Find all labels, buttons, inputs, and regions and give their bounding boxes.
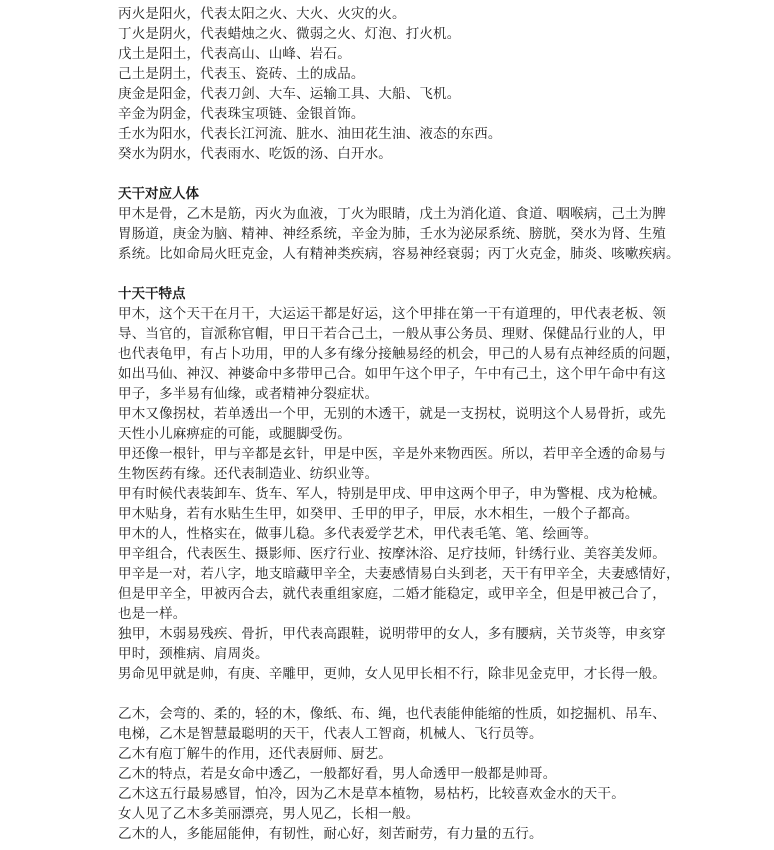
text-line: 但是甲辛全，甲被丙合去，就代表重组家庭，二婚才能稳定，或甲辛全，但是甲被己合了， bbox=[118, 586, 666, 602]
text-line: 女人见了乙木多美丽漂亮，男人见乙，长相一般。 bbox=[118, 806, 420, 822]
text-line: 乙木有庖丁解牛的作用，还代表厨师、厨艺。 bbox=[118, 746, 392, 762]
paragraph bbox=[118, 504, 716, 524]
text-line: 己土是阴土，代表玉、瓷砖、土的成品。 bbox=[118, 66, 365, 82]
text-line: 天性小儿麻痹症的可能，或腿脚受伤。 bbox=[118, 426, 351, 442]
paragraph bbox=[118, 564, 716, 624]
paragraph bbox=[118, 784, 716, 804]
stems-element-list bbox=[118, 4, 716, 164]
paragraph bbox=[118, 404, 716, 444]
text-line: 戊土是阳土，代表高山、山峰、岩石。 bbox=[118, 46, 351, 62]
text-line: 甲辛组合，代表医生、摄影师、医疗行业、按摩沐浴、足疗技师，针绣行业、美容美发师。 bbox=[118, 546, 666, 562]
paragraph bbox=[118, 824, 716, 844]
text-line: 系统。比如命局火旺克金，人有精神类疾病，容易神经衰弱；丙丁火克金，肺炎、咳嗽疾病。 bbox=[118, 246, 680, 262]
paragraph bbox=[118, 524, 716, 544]
paragraph bbox=[118, 544, 716, 564]
paragraph bbox=[118, 744, 716, 764]
paragraph bbox=[118, 624, 716, 664]
paragraph bbox=[118, 804, 716, 824]
text-line: 甲木贴身，若有水贴生生甲，如癸甲、壬甲的甲子，甲辰，水木相生，一般个子都高。 bbox=[118, 506, 639, 522]
text-line: 男命见甲就是帅，有庚、辛雕甲，更帅，女人见甲长相不行，除非见金克甲，才长得一般。 bbox=[118, 666, 666, 682]
text-line: 丙火是阳火，代表太阳之火、大火、火灾的火。 bbox=[118, 6, 406, 22]
stem-features-yi bbox=[118, 704, 716, 844]
paragraph bbox=[118, 304, 716, 404]
text-line: 导、当官的，盲派称官帽，甲日干若合己土，一般从事公务员、理财、保健品行业的人，甲 bbox=[118, 326, 666, 342]
text-line: 电梯，乙木是智慧最聪明的天干，代表人工智商，机械人、飞行员等。 bbox=[118, 726, 543, 742]
section-heading-body-mapping: 天干对应人体 bbox=[118, 186, 199, 202]
text-line: 乙木这五行最易感冒，怕冷，因为乙木是草本植物，易枯朽，比较喜欢金水的天干。 bbox=[118, 786, 625, 802]
text-line: 庚金是阳金，代表刀剑、大车、运输工具、大船、飞机。 bbox=[118, 86, 461, 102]
text-line: 乙木的特点，若是女命中透乙，一般都好看，男人命透甲一般都是帅哥。 bbox=[118, 766, 557, 782]
text-line: 如出马仙、神汉、神婆命中多带甲己合。如甲午这个甲子，午中有己土，这个甲午命中有这 bbox=[118, 366, 666, 382]
paragraph bbox=[118, 664, 716, 684]
stem-features-jia bbox=[118, 304, 716, 684]
text-line: 甲时，颈椎病、肩周炎。 bbox=[118, 646, 269, 662]
text-line: 生物医药有缘。还代表制造业、纺织业等。 bbox=[118, 466, 379, 482]
paragraph bbox=[118, 704, 716, 744]
text-line: 癸水为阴水，代表雨水、吃饭的汤、白开水。 bbox=[118, 146, 392, 162]
text-line: 也是一样。 bbox=[118, 606, 187, 622]
text-line: 甲还像一根针，甲与辛都是玄针，甲是中医，辛是外来物西医。所以，若甲辛全透的命易与 bbox=[118, 446, 666, 462]
paragraph bbox=[118, 484, 716, 504]
paragraph bbox=[118, 764, 716, 784]
text-line: 壬水为阳水，代表长江河流、脏水、油田花生油、液态的东西。 bbox=[118, 126, 502, 142]
spacer bbox=[118, 684, 716, 704]
spacer bbox=[118, 164, 716, 184]
text-line: 乙木，会弯的、柔的，轻的木，像纸、布、绳，也代表能伸能缩的性质，如挖掘机、吊车、 bbox=[118, 706, 666, 722]
text-line: 甲木的人，性格实在，做事儿稳。多代表爱学艺术，甲代表毛笔、笔、绘画等。 bbox=[118, 526, 598, 542]
text-line: 甲子，多半易有仙缘，或者精神分裂症状。 bbox=[118, 386, 379, 402]
text-line: 也代表龟甲，有占卜功用，甲的人多有缘分接触易经的机会，甲己的人易有点神经质的问题， bbox=[118, 346, 680, 362]
text-line: 辛金为阴金，代表珠宝项链、金银首饰。 bbox=[118, 106, 365, 122]
text-line: 甲有时候代表装卸车、货车、军人，特别是甲戌、甲申这两个甲子，申为警棍、戌为枪械。 bbox=[118, 486, 666, 502]
text-line: 胃肠道，庚金为脑、精神、神经系统，辛金为肺，壬水为泌尿系统、膀胱，癸水为肾、生殖 bbox=[118, 226, 666, 242]
spacer bbox=[118, 264, 716, 284]
body-mapping-paragraph bbox=[118, 204, 716, 264]
text-line: 乙木的人，多能屈能伸，有韧性，耐心好，刻苦耐劳，有力量的五行。 bbox=[118, 826, 543, 842]
text-line: 独甲，木弱易残疾、骨折，甲代表高跟鞋，说明带甲的女人，多有腰病，关节炎等，申亥穿 bbox=[118, 626, 666, 642]
text-line: 甲木是骨，乙木是筋，丙火为血液，丁火为眼睛，戊土为消化道、食道、咽喉病，己土为脾 bbox=[118, 206, 666, 222]
section-heading-stem-features: 十天干特点 bbox=[118, 286, 186, 302]
text-line: 甲辛是一对，若八字，地支暗藏甲辛全，夫妻感情易白头到老，天干有甲辛全，夫妻感情好， bbox=[118, 566, 680, 582]
text-line: 甲木又像拐杖，若单透出一个甲，无别的木透干，就是一支拐杖，说明这个人易骨折，或先 bbox=[118, 406, 666, 422]
text-line: 甲木，这个天干在月干，大运运干都是好运，这个甲排在第一干有道理的，甲代表老板、领 bbox=[118, 306, 666, 322]
paragraph bbox=[118, 444, 716, 484]
text-line: 丁火是阴火，代表蜡烛之火、微弱之火、灯泡、打火机。 bbox=[118, 26, 461, 42]
